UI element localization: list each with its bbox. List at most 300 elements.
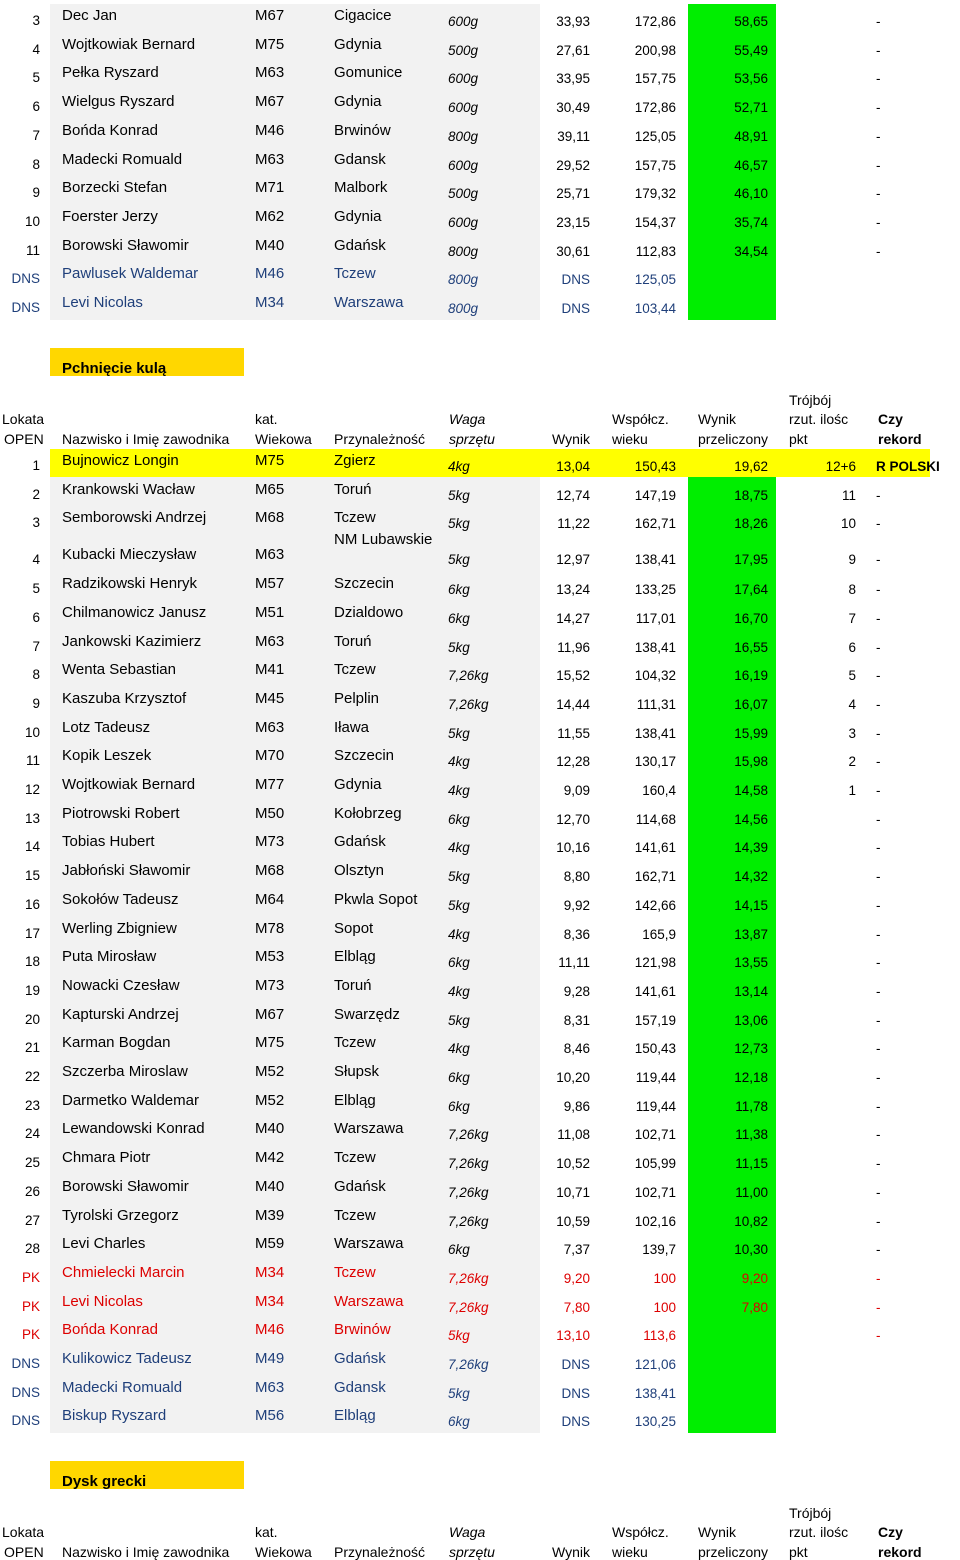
- cell-record: -: [876, 639, 881, 655]
- cell-category: M52: [255, 1091, 285, 1109]
- table-row: [0, 572, 960, 601]
- header-name: Nazwisko i Imię zawodnika: [62, 1544, 230, 1560]
- cell-coefficient: 100: [653, 1299, 676, 1315]
- cell-club: Warszawa: [334, 294, 404, 311]
- table-row: [0, 1290, 960, 1319]
- table-row: [0, 478, 960, 507]
- cell-coefficient: 150,43: [634, 1041, 676, 1057]
- cell-weight: 4kg: [448, 926, 470, 942]
- cell-converted-result: 14,39: [734, 840, 768, 856]
- cell-result: 8,31: [563, 1012, 590, 1028]
- cell-result: 25,71: [556, 186, 590, 202]
- header-kat: kat.: [255, 1524, 278, 1540]
- cell-name: Kaszuba Krzysztof: [62, 689, 187, 707]
- cell-points: 2: [848, 754, 856, 770]
- cell-coefficient: 138,41: [634, 552, 676, 568]
- cell-record: -: [876, 1012, 881, 1028]
- cell-result: 11,22: [557, 516, 590, 532]
- cell-club: Kołobrzeg: [334, 804, 402, 822]
- cell-category: M63: [255, 546, 285, 564]
- section-title-label: Dysk grecki: [62, 1473, 147, 1490]
- cell-category: M34: [255, 294, 285, 311]
- cell-record: -: [876, 582, 881, 598]
- cell-name: Levi Nicolas: [62, 1292, 143, 1310]
- cell-converted-result: 11,00: [735, 1184, 768, 1200]
- header-rekord: rekord: [878, 1544, 922, 1560]
- cell-name: Werling Zbigniew: [62, 919, 177, 937]
- cell-club: Malbork: [334, 179, 388, 197]
- cell-category: M50: [255, 804, 285, 822]
- cell-name: Borowski Sławomir: [62, 1177, 189, 1195]
- table-row: [0, 802, 960, 831]
- header-waga: Waga: [449, 1524, 486, 1540]
- cell-result: DNS: [561, 1357, 590, 1372]
- header-name: Nazwisko i Imię zawodnika: [62, 431, 230, 447]
- cell-coefficient: 179,32: [634, 186, 676, 202]
- cell-weight: 5kg: [448, 1012, 470, 1028]
- header-sprzetu: sprzętu: [449, 1544, 495, 1560]
- cell-name: Biskup Ryszard: [62, 1407, 167, 1425]
- cell-converted-result: 14,58: [734, 783, 768, 798]
- cell-coefficient: 104,32: [634, 668, 676, 684]
- cell-weight: 7,26kg: [448, 1270, 489, 1286]
- table-row: [0, 1117, 960, 1146]
- cell-category: M42: [255, 1149, 285, 1167]
- cell-club: Gdansk: [334, 1378, 386, 1396]
- cell-coefficient: 105,99: [634, 1156, 676, 1172]
- cell-club: Tczew: [334, 1149, 376, 1167]
- cell-rank: 10: [24, 724, 40, 740]
- cell-weight: 600g: [448, 157, 479, 173]
- cell-result: 13,04: [556, 459, 590, 474]
- cell-result: 11,08: [557, 1127, 590, 1143]
- cell-converted-result: 10,82: [734, 1213, 768, 1229]
- cell-converted-result: 16,55: [734, 639, 768, 655]
- cell-club: Gdansk: [334, 150, 386, 168]
- table-row: [0, 176, 960, 205]
- cell-category: M51: [255, 603, 285, 621]
- cell-name: Pawlusek Waldemar: [62, 265, 199, 283]
- cell-result: 9,20: [563, 1270, 590, 1286]
- cell-category: M77: [255, 776, 285, 793]
- header-pkt: pkt: [789, 431, 808, 447]
- cell-coefficient: 154,37: [634, 214, 676, 230]
- header-waga: Waga: [449, 411, 486, 427]
- cell-category: M68: [255, 509, 285, 527]
- cell-rank: 26: [24, 1183, 40, 1199]
- cell-record: -: [876, 1299, 881, 1315]
- cell-converted-result: 15,98: [734, 754, 768, 770]
- cell-converted-result: 11,38: [735, 1127, 768, 1143]
- cell-converted-result: 13,14: [734, 983, 768, 999]
- cell-converted-result: 53,56: [734, 71, 768, 87]
- cell-points: 10: [840, 516, 856, 532]
- cell-coefficient: 141,61: [634, 983, 676, 999]
- cell-coefficient: 125,05: [634, 272, 676, 288]
- cell-result: 9,86: [563, 1098, 590, 1114]
- cell-club: Swarzędz: [334, 1005, 400, 1023]
- table-row: [0, 830, 960, 859]
- cell-club: Gdańsk: [334, 1177, 386, 1195]
- cell-result: 10,16: [556, 840, 590, 856]
- cell-rank: 8: [32, 156, 40, 172]
- cell-result: 33,93: [556, 14, 590, 29]
- cell-club: Pkwla Sopot: [334, 890, 418, 908]
- header-przynaleznosc: Przynależność: [334, 431, 426, 447]
- cell-result: 13,24: [556, 582, 590, 598]
- cell-weight: 6kg: [448, 955, 470, 971]
- cell-result: 33,95: [556, 71, 590, 87]
- cell-club: Warszawa: [334, 1235, 404, 1253]
- cell-name: Lewandowski Konrad: [62, 1120, 205, 1138]
- cell-rank: 13: [24, 810, 40, 826]
- table-row: [0, 1261, 960, 1290]
- cell-category: M63: [255, 1378, 285, 1396]
- cell-weight: 5kg: [448, 552, 470, 568]
- cell-rank: 3: [32, 13, 40, 28]
- cell-weight: 7,26kg: [448, 696, 489, 712]
- cell-converted-result: 15,99: [734, 725, 768, 741]
- cell-converted-result: 48,91: [734, 128, 768, 144]
- cell-coefficient: 147,19: [634, 487, 676, 503]
- cell-record: -: [876, 811, 881, 827]
- table-row: [0, 744, 960, 773]
- cell-club: Tczew: [334, 1263, 376, 1281]
- cell-weight: 7,26kg: [448, 668, 489, 684]
- cell-category: M63: [255, 632, 285, 650]
- cell-record: -: [876, 1041, 881, 1057]
- cell-record: -: [876, 696, 881, 712]
- cell-rank: 7: [32, 127, 40, 143]
- cell-rank: 16: [24, 896, 40, 912]
- cell-coefficient: 157,75: [634, 157, 676, 173]
- cell-category: M46: [255, 1321, 285, 1339]
- cell-rank: 21: [24, 1040, 40, 1056]
- cell-converted-result: 14,56: [734, 811, 768, 827]
- header-wspolcz: Współcz.: [612, 1524, 669, 1540]
- cell-converted-result: 55,49: [734, 42, 768, 58]
- cell-weight: 600g: [448, 100, 479, 116]
- header-przeliczony: przeliczony: [698, 431, 769, 447]
- cell-rank: 3: [32, 515, 40, 531]
- cell-name: Sokołów Tadeusz: [62, 890, 179, 908]
- cell-category: M78: [255, 919, 285, 937]
- table-row: [0, 33, 960, 62]
- cell-name: Jabłoński Sławomir: [62, 862, 191, 880]
- cell-name: Madecki Romuald: [62, 150, 183, 168]
- cell-coefficient: 142,66: [634, 897, 676, 913]
- cell-name: Nowacki Czesław: [62, 976, 180, 994]
- cell-result: 11,55: [557, 725, 590, 741]
- cell-category: M75: [255, 1034, 285, 1052]
- cell-converted-result: 18,75: [734, 487, 768, 503]
- cell-category: M53: [255, 948, 285, 966]
- header-wspolcz: Współcz.: [612, 411, 669, 427]
- cell-club: Cigacice: [334, 7, 392, 24]
- cell-name: Karman Bogdan: [62, 1034, 171, 1052]
- cell-name: Bońda Konrad: [62, 121, 158, 139]
- table-row: [0, 291, 960, 320]
- cell-weight: 800g: [448, 243, 479, 259]
- cell-result: 8,80: [563, 869, 590, 885]
- cell-rank: 6: [32, 609, 40, 625]
- table-row: [0, 1318, 960, 1347]
- cell-category: M49: [255, 1350, 285, 1367]
- cell-record: R POLSKI: [876, 459, 940, 474]
- cell-name: Wojtkowiak Bernard: [62, 776, 196, 793]
- cell-weight: 600g: [448, 14, 479, 29]
- cell-result: 39,11: [557, 128, 590, 144]
- cell-converted-result: 11,15: [735, 1156, 768, 1172]
- cell-record: -: [876, 157, 881, 173]
- header-wynik-przeliczony: Wynik: [698, 411, 736, 427]
- cell-points: 3: [848, 725, 856, 741]
- cell-club: Pelplin: [334, 689, 380, 707]
- cell-record: -: [876, 983, 881, 999]
- cell-rank: 19: [24, 982, 40, 998]
- table-row: [0, 234, 960, 263]
- cell-result: 9,28: [563, 983, 590, 999]
- cell-category: M40: [255, 1120, 285, 1138]
- table-row: [0, 449, 960, 478]
- cell-weight: 6kg: [448, 1242, 470, 1258]
- table-row: [0, 4, 960, 33]
- cell-record: -: [876, 1156, 881, 1172]
- cell-name: Bujnowicz Longin: [62, 452, 179, 469]
- table-row: [0, 119, 960, 148]
- cell-name: Lotz Tadeusz: [62, 718, 151, 736]
- header-lokata: Lokata: [2, 411, 45, 427]
- cell-weight: 4kg: [448, 754, 470, 770]
- section-title-shot-put: [50, 348, 244, 376]
- cell-result: 10,52: [556, 1156, 590, 1172]
- cell-coefficient: 130,17: [634, 754, 676, 770]
- header-przynaleznosc: Przynależność: [334, 1544, 426, 1560]
- cell-rank: 11: [25, 242, 40, 258]
- cell-converted-result: 10,30: [734, 1242, 768, 1258]
- cell-rank: 27: [24, 1212, 40, 1228]
- table-row: [0, 1204, 960, 1233]
- table-row: [0, 1003, 960, 1032]
- cell-converted-result: 11,78: [735, 1098, 768, 1114]
- cell-rank: 20: [24, 1011, 40, 1027]
- cell-club: Tczew: [334, 1034, 376, 1052]
- cell-coefficient: 111,31: [636, 696, 676, 712]
- cell-record: -: [876, 42, 881, 58]
- cell-weight: 4kg: [448, 783, 470, 798]
- cell-weight: 5kg: [448, 516, 470, 532]
- cell-weight: 800g: [448, 128, 479, 144]
- table-row: [0, 61, 960, 90]
- table-row: [0, 1404, 960, 1433]
- cell-converted-result: 12,73: [734, 1041, 768, 1057]
- cell-club: Olsztyn: [334, 862, 385, 880]
- cell-coefficient: 125,05: [634, 128, 676, 144]
- cell-converted-result: 46,57: [734, 157, 768, 173]
- cell-club: Brwinów: [334, 121, 391, 139]
- cell-weight: 600g: [448, 71, 479, 87]
- cell-weight: 4kg: [448, 840, 470, 856]
- cell-record: -: [876, 516, 881, 532]
- cell-record: -: [876, 552, 881, 568]
- cell-category: M75: [255, 35, 285, 53]
- header-pkt: pkt: [789, 1544, 808, 1560]
- cell-coefficient: 141,61: [634, 840, 676, 856]
- table-row: [0, 716, 960, 745]
- cell-rank: 18: [24, 954, 40, 970]
- cell-result: 12,74: [556, 487, 590, 503]
- cell-weight: 7,26kg: [448, 1299, 489, 1315]
- cell-result: 7,37: [563, 1242, 590, 1258]
- cell-rank: 15: [24, 868, 40, 884]
- cell-rank: 9: [32, 185, 40, 201]
- cell-category: M73: [255, 976, 285, 994]
- table-row: [0, 888, 960, 917]
- cell-rank: 8: [32, 667, 40, 683]
- cell-coefficient: 139,7: [642, 1242, 676, 1258]
- header-czy: Czy: [878, 1524, 903, 1540]
- cell-club: Gdynia: [334, 207, 382, 225]
- cell-name: Dec Jan: [62, 7, 118, 24]
- cell-name: Chmara Piotr: [62, 1149, 151, 1167]
- cell-weight: 7,26kg: [448, 1184, 489, 1200]
- header-wynik-przeliczony: Wynik: [698, 1524, 736, 1540]
- cell-category: M70: [255, 747, 285, 765]
- cell-club: Tczew: [334, 1206, 376, 1224]
- cell-category: M67: [255, 7, 285, 24]
- cell-weight: 6kg: [448, 1414, 470, 1430]
- cell-category: M39: [255, 1206, 285, 1224]
- cell-name: Kapturski Andrzej: [62, 1005, 179, 1023]
- cell-record: -: [876, 186, 881, 202]
- table-row: [0, 945, 960, 974]
- table-row: [0, 531, 960, 572]
- cell-coefficient: 150,43: [634, 459, 676, 474]
- cell-name: Borzecki Stefan: [62, 179, 168, 197]
- table-row: [0, 1175, 960, 1204]
- cell-converted-result: 52,71: [734, 100, 768, 116]
- header-wieku: wieku: [612, 431, 648, 447]
- cell-coefficient: 117,01: [635, 610, 676, 626]
- cell-coefficient: 172,86: [634, 14, 676, 29]
- cell-coefficient: 160,4: [642, 783, 676, 798]
- header-rzut-ilosc: rzut. ilośc: [789, 411, 849, 427]
- cell-weight: 5kg: [448, 897, 470, 913]
- cell-weight: 5kg: [448, 869, 470, 885]
- cell-rank: PK: [21, 1269, 40, 1285]
- cell-rank: 10: [24, 213, 40, 229]
- cell-name: Wielgus Ryszard: [62, 93, 175, 111]
- cell-weight: 6kg: [448, 1070, 470, 1085]
- header-rzut-ilosc: rzut. ilośc: [789, 1524, 849, 1540]
- cell-rank: 11: [25, 753, 40, 769]
- cell-weight: 600g: [448, 214, 479, 230]
- cell-result: 11,96: [557, 639, 590, 655]
- cell-record: -: [876, 897, 881, 913]
- cell-converted-result: 9,20: [741, 1270, 768, 1286]
- cell-club: Elbląg: [334, 1407, 376, 1425]
- cell-record: -: [876, 610, 881, 626]
- cell-weight: 4kg: [448, 983, 470, 999]
- cell-record: -: [876, 840, 881, 856]
- cell-record: -: [876, 128, 881, 144]
- header-sprzetu: sprzętu: [449, 431, 495, 447]
- cell-rank: 9: [32, 695, 40, 711]
- cell-category: M45: [255, 689, 285, 707]
- cell-record: -: [876, 725, 881, 741]
- cell-name: Piotrowski Robert: [62, 804, 180, 822]
- cell-club: Gdynia: [334, 776, 382, 793]
- cell-result: 15,52: [556, 668, 590, 684]
- cell-record: -: [876, 955, 881, 971]
- cell-result: 9,09: [563, 783, 590, 798]
- cell-result: DNS: [561, 1385, 590, 1401]
- cell-club: Tczew: [334, 509, 376, 527]
- cell-coefficient: 119,44: [635, 1098, 676, 1114]
- cell-result: 23,15: [556, 214, 590, 230]
- cell-weight: 7,26kg: [448, 1213, 489, 1229]
- cell-result: 10,20: [556, 1070, 590, 1085]
- cell-record: -: [876, 1213, 881, 1229]
- cell-name: Levi Charles: [62, 1235, 146, 1253]
- cell-converted-result: 16,07: [734, 696, 768, 712]
- cell-category: M75: [255, 452, 285, 469]
- cell-category: M63: [255, 150, 285, 168]
- cell-record: -: [876, 71, 881, 87]
- header-open: OPEN: [4, 1544, 44, 1560]
- cell-category: M52: [255, 1063, 285, 1080]
- cell-weight: 5kg: [448, 1328, 470, 1344]
- table-row: [0, 601, 960, 630]
- table-row: [0, 506, 960, 535]
- cell-result: 12,28: [556, 754, 590, 770]
- cell-points: 12+6: [825, 459, 856, 474]
- table-row: [0, 974, 960, 1003]
- cell-rank: DNS: [11, 1356, 40, 1371]
- table-row: [0, 687, 960, 716]
- cell-rank: 22: [24, 1069, 40, 1084]
- cell-result: 12,70: [556, 811, 590, 827]
- cell-name: Jankowski Kazimierz: [62, 632, 202, 650]
- cell-rank: 12: [24, 782, 40, 797]
- cell-coefficient: 121,98: [634, 955, 676, 971]
- cell-record: -: [876, 668, 881, 684]
- cell-rank: DNS: [11, 300, 40, 315]
- cell-name: Tyrolski Grzegorz: [62, 1206, 179, 1224]
- cell-record: -: [876, 1184, 881, 1200]
- cell-points: 11: [841, 487, 856, 503]
- cell-category: M64: [255, 890, 285, 908]
- cell-club: Iława: [334, 718, 370, 736]
- cell-name: Kubacki Mieczysław: [62, 546, 197, 564]
- cell-club: Brwinów: [334, 1321, 391, 1339]
- cell-club: Toruń: [334, 976, 372, 994]
- cell-coefficient: 138,41: [634, 725, 676, 741]
- cell-club: Słupsk: [334, 1063, 380, 1080]
- table-row: [0, 773, 960, 802]
- header-kat: kat.: [255, 411, 278, 427]
- cell-weight: 500g: [448, 186, 479, 202]
- cell-category: M67: [255, 93, 285, 111]
- cell-coefficient: 133,25: [634, 582, 676, 598]
- cell-converted-result: 34,54: [734, 243, 768, 259]
- table-row: [0, 1347, 960, 1376]
- cell-name: Kopik Leszek: [62, 747, 152, 765]
- header-wiekowa: Wiekowa: [255, 431, 312, 447]
- cell-rank: 7: [32, 638, 40, 654]
- cell-club: Warszawa: [334, 1120, 404, 1138]
- table-row: [0, 1146, 960, 1175]
